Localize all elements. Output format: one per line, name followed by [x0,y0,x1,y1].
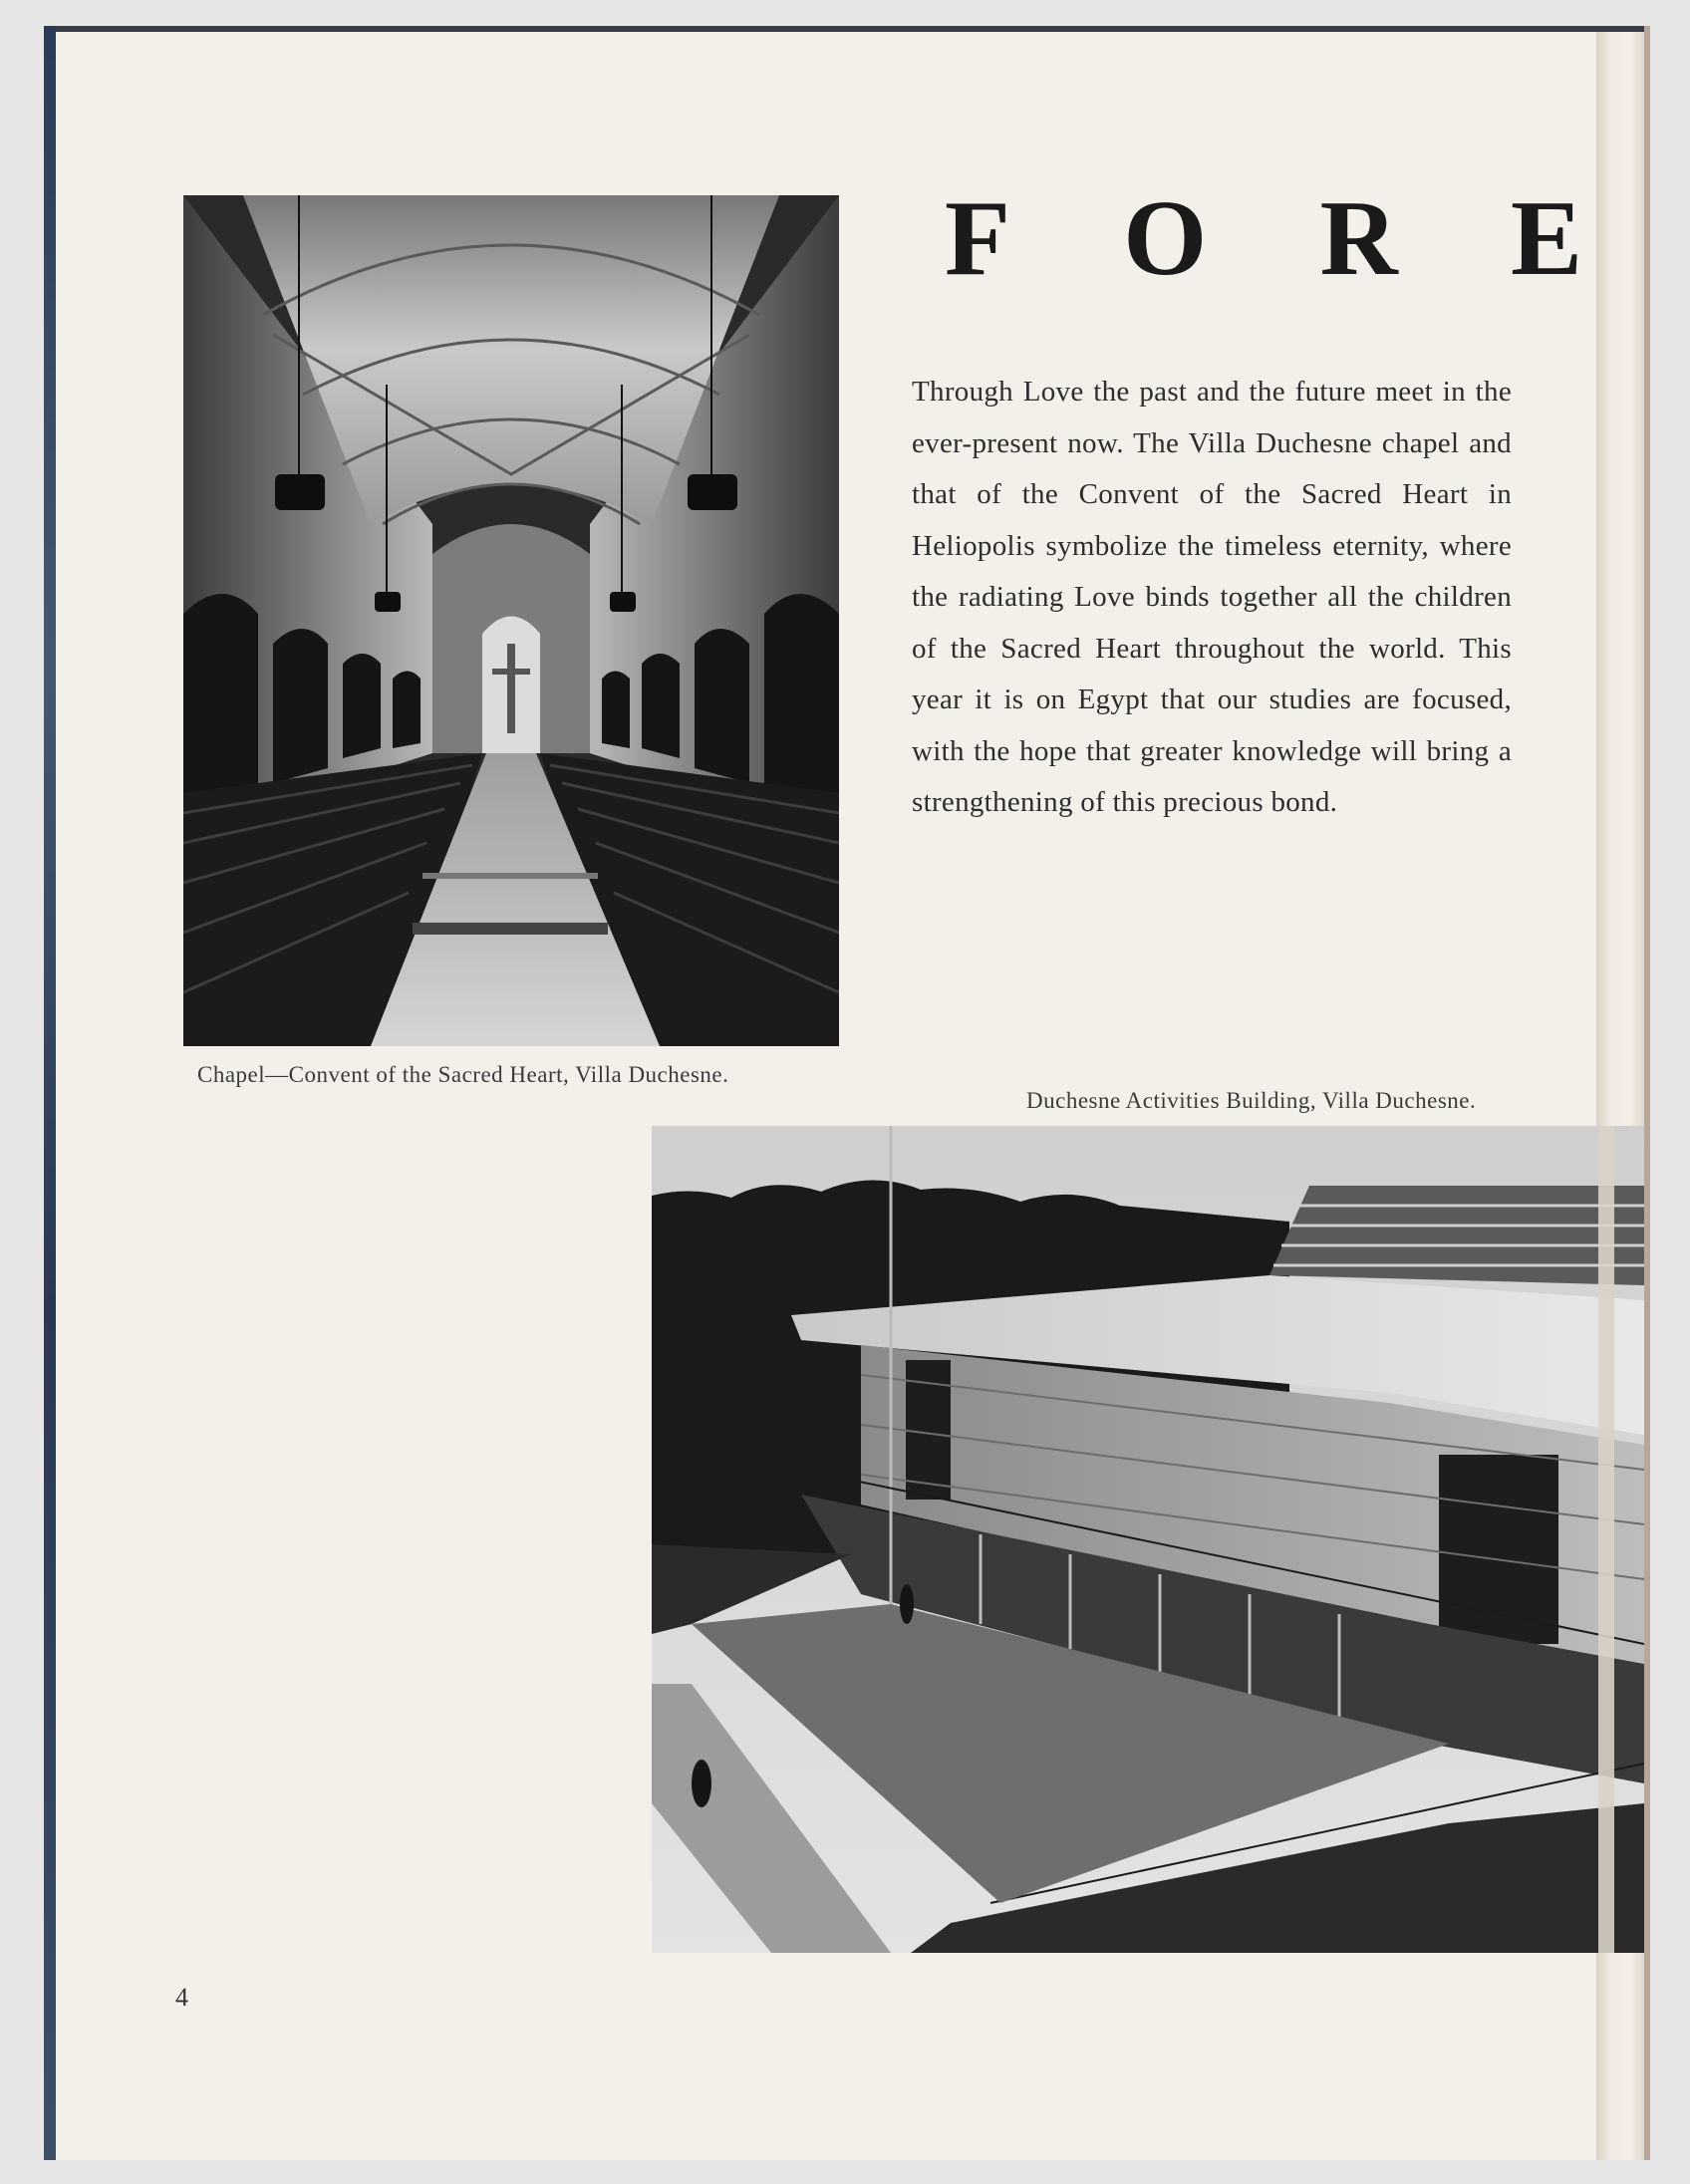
page-title [945,179,1582,298]
foreword-paragraph: Through Love the past and the future meet in the ever-present now. The Villa Duchesne chapel and that of the Convent of the Sacred Heart in Heliopolis symbolize the timeless eternity, where the radiating Love binds together all the children of the Sacred Heart throughout the world. This year it is on Egypt that our studies are focused, with the hope that greater knowledge will bring a strengthening of this precious bond. [912,376,1512,818]
title-letter: E [1510,179,1582,298]
chapel-caption: Chapel—Convent of the Sacred Heart, Villa Duchesne. [197,1062,729,1087]
cover-edge [1644,26,1650,2160]
title-letter: O [1123,179,1208,298]
title-letter: F [945,179,1010,298]
page-number: 4 [175,1983,188,2012]
chapel-photo [183,195,839,1046]
title-letter: R [1319,179,1398,298]
building-caption: Duchesne Activities Building, Villa Duchesne. [1026,1088,1477,1113]
book-spine [44,26,56,2160]
activities-building-photo [652,1126,1644,1953]
